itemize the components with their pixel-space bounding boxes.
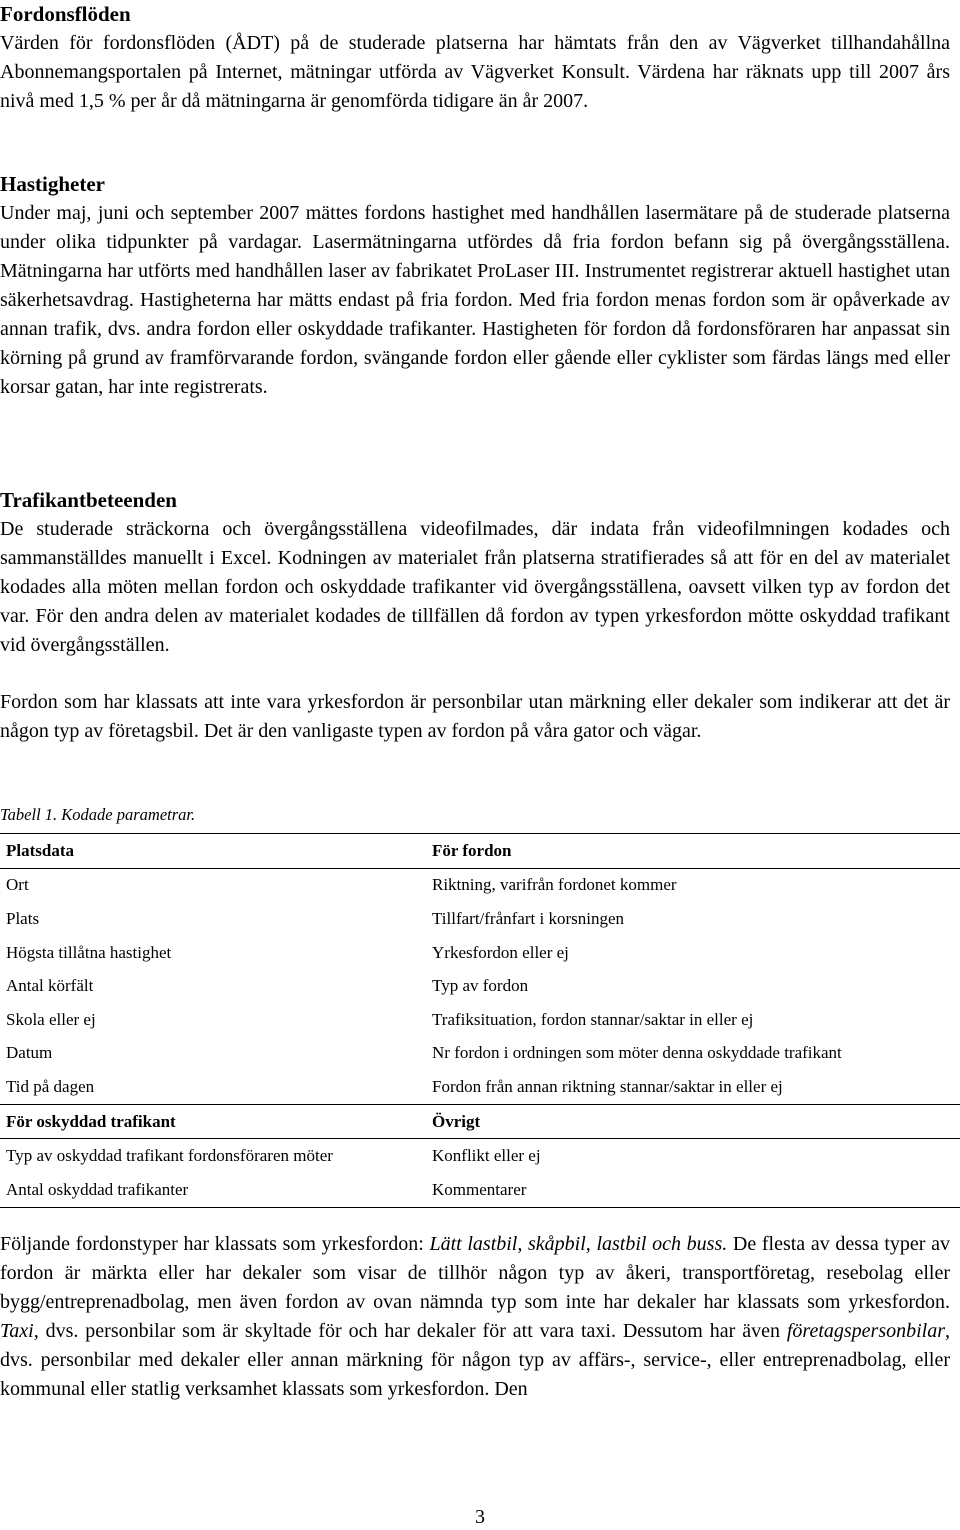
table-row bbox=[0, 1037, 960, 1071]
table-header-row bbox=[0, 834, 960, 869]
paragraph-fordonsfloden: Värden för fordonsflöden (ÅDT) på de studerade platserna har hämtats från den av Vägverket tillhandahållna Abonnemangsportalen på Internet, mätningar utförda av Vägverket Konsult. Värdena har räknats upp till 2007 års nivå med 1,5 % per år då mätningarna är genomförda tidigare än år 2007. bbox=[0, 32, 950, 112]
paragraph-trafikantbeteenden-1: De studerade sträckorna och övergångsställena videofilmades, där indata från videofilmningen kodades och sammanställdes manuellt i Excel. Kodningen av materialet från platserna stratifierades så att för en del av materialet kodades alla möten mellan fordon och oskyddade trafikanter vid övergångsställena, oavsett vilken typ av fordon det var. För den andra delen av materialet kodades de tillfällen då fordon av typen yrkesfordon mötte oskyddad trafikant vid övergångsställen. bbox=[0, 518, 950, 656]
table-cell: Högsta tillåtna hastighet bbox=[6, 942, 172, 962]
table-row bbox=[0, 936, 960, 970]
table-cell: Yrkesfordon eller ej bbox=[432, 942, 569, 962]
table-cell: Riktning, varifrån fordonet kommer bbox=[432, 875, 677, 895]
text-segment: , dvs. personbilar med dekaler eller annan märkning för någon typ av affärs-, service-, eller entreprenadbolag, eller kommunal eller statlig verksamhet klassats som yrkesfordon. Den bbox=[0, 1320, 950, 1400]
section-hastigheter bbox=[0, 170, 950, 402]
table-row bbox=[0, 1173, 960, 1207]
table-row bbox=[0, 969, 960, 1003]
table-cell: Tillfart/frånfart i korsningen bbox=[432, 908, 624, 928]
section-trafikantbeteenden-continued bbox=[0, 688, 950, 746]
table-cell: Antal körfält bbox=[6, 976, 94, 996]
heading-trafikantbeteenden: Trafikantbeteenden bbox=[0, 488, 177, 512]
heading-fordonsfloden: Fordonsflöden bbox=[0, 2, 131, 26]
table-cell: Datum bbox=[6, 1043, 53, 1063]
header-for-oskyddad-trafikant: För oskyddad trafikant bbox=[0, 1104, 426, 1139]
table-cell: Ort bbox=[6, 875, 29, 895]
section-fordonsfloden bbox=[0, 0, 950, 116]
table-cell: Fordon från annan riktning stannar/saktar in eller ej bbox=[432, 1076, 783, 1096]
text-segment: De flesta av dessa typer av fordon är märkta eller har dekaler som visar de tillhör någon typ av åkeri, transportföretag, resebolag eller bygg/entreprenadbolag, men även fordon av ovan nämnda typ som inte har dekaler har klassats som yrkesfordon. bbox=[0, 1233, 950, 1313]
table-row bbox=[0, 1139, 960, 1173]
italic-taxi: Taxi, bbox=[0, 1320, 39, 1342]
table-row bbox=[0, 868, 960, 902]
italic-foretagspersonbilar: företagspersonbilar bbox=[786, 1320, 945, 1342]
table-cell: Trafiksituation, fordon stannar/saktar in eller ej bbox=[432, 1009, 754, 1029]
header-platsdata: Platsdata bbox=[0, 834, 426, 869]
table-cell: Typ av oskyddad trafikant fordonsföraren möter bbox=[6, 1146, 333, 1166]
heading-hastigheter: Hastigheter bbox=[0, 172, 105, 196]
table-row bbox=[0, 1070, 960, 1104]
table-caption: Tabell 1. Kodade parametrar. bbox=[0, 805, 196, 824]
table-cell: Skola eller ej bbox=[6, 1009, 96, 1029]
table-cell: Kommentarer bbox=[426, 1173, 960, 1207]
table-cell: Typ av fordon bbox=[432, 976, 529, 996]
section-trafikantbeteenden bbox=[0, 486, 950, 660]
table-cell: Plats bbox=[6, 908, 40, 928]
text-segment: Följande fordonstyper har klassats som yrkesfordon: bbox=[0, 1233, 430, 1255]
table-subheader-row bbox=[0, 1104, 960, 1139]
header-ovrigt: Övrigt bbox=[426, 1104, 960, 1139]
table-cell: Tid på dagen bbox=[6, 1076, 95, 1096]
coded-parameters-table bbox=[0, 833, 960, 1208]
page-number: 3 bbox=[475, 1506, 485, 1528]
section-yrkesfordon bbox=[0, 1230, 950, 1404]
paragraph-hastigheter: Under maj, juni och september 2007 mättes fordons hastighet med handhållen lasermätare på de studerade platserna under olika tidpunkter på vardagar. Lasermätningarna utfördes då fria fordon befann sig på övergångsställena. Mätningarna har utförts med handhållen laser av fabrikatet ProLaser III. Instrumentet registrerar aktuell hastighet utan säkerhetsavdrag. Hastigheterna har mätts endast på fria fordon. Med fria fordon menas fordon som är opåverkade av annan trafik, dvs. andra fordon eller oskyddade trafikanter. Hastigheten för fordon då fordonsföraren har anpassat sin körning på grund av framförvarande fordon, svängande fordon eller gående eller cyklister som färdas längs med eller korsar gatan, har inte registrerats. bbox=[0, 202, 950, 398]
paragraph-trafikantbeteenden-2: Fordon som har klassats att inte vara yrkesfordon är personbilar utan märkning eller dekaler som indikerar att det är någon typ av företagsbil. Det är den vanligaste typen av fordon på våra gator och vägar. bbox=[0, 691, 950, 742]
text-segment: dvs. personbilar som är skyltade för och har dekaler för att vara taxi. Dessutom har även bbox=[38, 1320, 787, 1342]
table-cell: Konflikt eller ej bbox=[432, 1146, 541, 1166]
table-row bbox=[0, 1003, 960, 1037]
paragraph-yrkesfordon bbox=[0, 1230, 950, 1404]
table-cell: Nr fordon i ordningen som möter denna oskyddade trafikant bbox=[432, 1043, 842, 1063]
table-row bbox=[0, 902, 960, 936]
header-for-fordon: För fordon bbox=[426, 834, 960, 869]
table-cell: Antal oskyddad trafikanter bbox=[0, 1173, 426, 1207]
italic-vehicle-types: Lätt lastbil, skåpbil, lastbil och buss. bbox=[429, 1233, 728, 1255]
